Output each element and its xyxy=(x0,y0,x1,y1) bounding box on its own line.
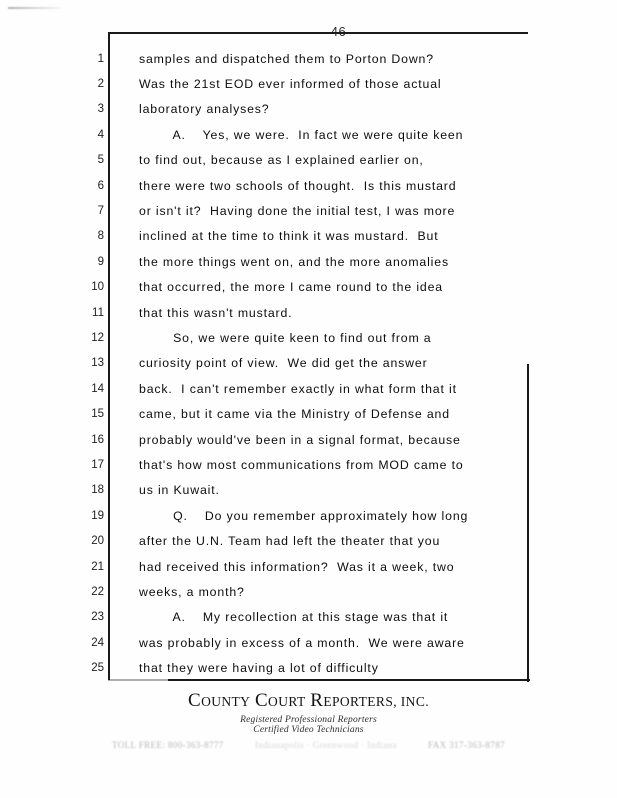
transcript-line xyxy=(91,630,528,655)
transcript-line xyxy=(91,579,528,604)
transcript-line xyxy=(91,528,528,553)
line-number: 8 xyxy=(97,230,104,243)
line-number: 23 xyxy=(91,611,104,624)
company-initial-c2: C xyxy=(254,690,269,711)
footer-toll-free: TOLL FREE: 800-363-8777 xyxy=(112,740,224,750)
line-number: 21 xyxy=(91,560,104,573)
line-text: had received this information? Was it a week, two xyxy=(139,559,455,574)
line-text: curiosity point of view. We did get the answer xyxy=(139,356,428,371)
transcript-line xyxy=(97,148,528,173)
footer-fax: FAX 317-363-8787 xyxy=(428,740,505,750)
transcript-line xyxy=(91,351,528,376)
line-number: 4 xyxy=(97,128,104,141)
line-number: 22 xyxy=(91,585,104,598)
footer-contact-row xyxy=(0,740,617,752)
line-text: the more things went on, and the more anomalies xyxy=(139,254,449,269)
line-text: was probably in excess of a month. We were aware xyxy=(139,635,465,650)
transcript-line xyxy=(91,376,528,401)
line-number: 11 xyxy=(92,306,104,319)
line-number: 1 xyxy=(97,52,104,65)
line-number: 20 xyxy=(91,535,104,548)
line-number: 14 xyxy=(91,382,104,395)
reporter-company-name xyxy=(0,690,617,712)
line-text: us in Kuwait. xyxy=(139,483,220,498)
company-text-inc: , INC. xyxy=(393,694,430,709)
line-number: 2 xyxy=(97,78,104,91)
transcript-line xyxy=(97,71,528,96)
line-text: back. I can't remember exactly in what form that it xyxy=(139,381,457,396)
company-text-court: OURT xyxy=(268,694,306,709)
line-text: there were two schools of thought. Is this mustard xyxy=(139,178,457,193)
transcript-line xyxy=(91,325,528,350)
company-text-county: OUNTY xyxy=(201,694,251,709)
line-text: or isn't it? Having done the initial test, I was more xyxy=(139,204,456,219)
transcript-line xyxy=(97,97,528,122)
transcript-line xyxy=(91,605,528,630)
transcript-lines xyxy=(91,46,528,681)
transcript-line xyxy=(97,122,528,147)
line-number: 15 xyxy=(91,408,104,421)
line-text: that they were having a lot of difficulty xyxy=(139,661,379,676)
transcript-line xyxy=(91,655,528,680)
line-text: A. Yes, we were. In fact we were quite keen xyxy=(139,127,464,142)
line-number: 5 xyxy=(97,154,104,167)
line-number: 6 xyxy=(97,179,104,192)
transcript-line xyxy=(97,46,528,71)
transcript-line xyxy=(91,452,528,477)
company-initial-r: R xyxy=(310,690,324,711)
transcript-line xyxy=(91,503,528,528)
line-text: after the U.N. Team had left the theater that you xyxy=(139,534,441,549)
line-text: laboratory analyses? xyxy=(139,102,270,117)
company-initial-c1: C xyxy=(187,690,202,711)
transcript-line xyxy=(92,300,528,325)
transcript-line xyxy=(91,401,528,426)
line-text: inclined at the time to think it was mustard. But xyxy=(139,229,439,244)
line-text: that occurred, the more I came round to the idea xyxy=(139,280,443,295)
transcript-line xyxy=(97,249,528,274)
page-number: 46 xyxy=(330,24,347,39)
transcript-line xyxy=(97,224,528,249)
transcript-line xyxy=(91,427,528,452)
line-text: Q. Do you remember approximately how long xyxy=(139,508,469,523)
line-text: samples and dispatched them to Porton Down? xyxy=(139,51,434,66)
line-number: 17 xyxy=(91,458,104,471)
line-number: 12 xyxy=(91,331,104,344)
line-text: Was the 21st EOD ever informed of those actual xyxy=(139,77,442,92)
line-number: 13 xyxy=(91,357,104,370)
transcript-line xyxy=(97,198,528,223)
transcript-line xyxy=(91,554,528,579)
line-number: 19 xyxy=(91,509,104,522)
line-text: A. My recollection at this stage was that it xyxy=(139,610,449,625)
page-footer xyxy=(0,690,617,750)
company-text-reporters: EPORTERS xyxy=(323,694,394,709)
line-number: 10 xyxy=(91,281,104,294)
line-text: weeks, a month? xyxy=(139,584,245,599)
line-number: 16 xyxy=(91,433,104,446)
transcript-line xyxy=(91,478,528,503)
line-text: to find out, because as I explained earlier on, xyxy=(139,153,424,168)
scan-artifact-smudge xyxy=(8,7,60,9)
line-text: probably would've been in a signal format, because xyxy=(139,432,461,447)
line-number: 9 xyxy=(97,255,104,268)
line-text: that this wasn't mustard. xyxy=(139,305,293,320)
transcript-line xyxy=(97,173,528,198)
footer-subtitle-registered: Registered Professional Reporters xyxy=(240,715,377,725)
footer-subtitle-certified: Certified Video Technicians xyxy=(253,725,364,735)
footer-locations: Indianapolis · Greenwood · Indiana xyxy=(254,740,397,750)
line-number: 7 xyxy=(97,205,104,218)
line-number: 3 xyxy=(97,103,104,116)
line-number: 18 xyxy=(91,484,104,497)
line-number: 24 xyxy=(91,636,104,649)
line-text: came, but it came via the Ministry of Defense and xyxy=(139,407,450,422)
transcript-line xyxy=(91,275,528,300)
line-text: that's how most communications from MOD came to xyxy=(139,457,464,472)
line-number: 25 xyxy=(91,662,104,675)
line-text: So, we were quite keen to find out from a xyxy=(139,330,432,345)
